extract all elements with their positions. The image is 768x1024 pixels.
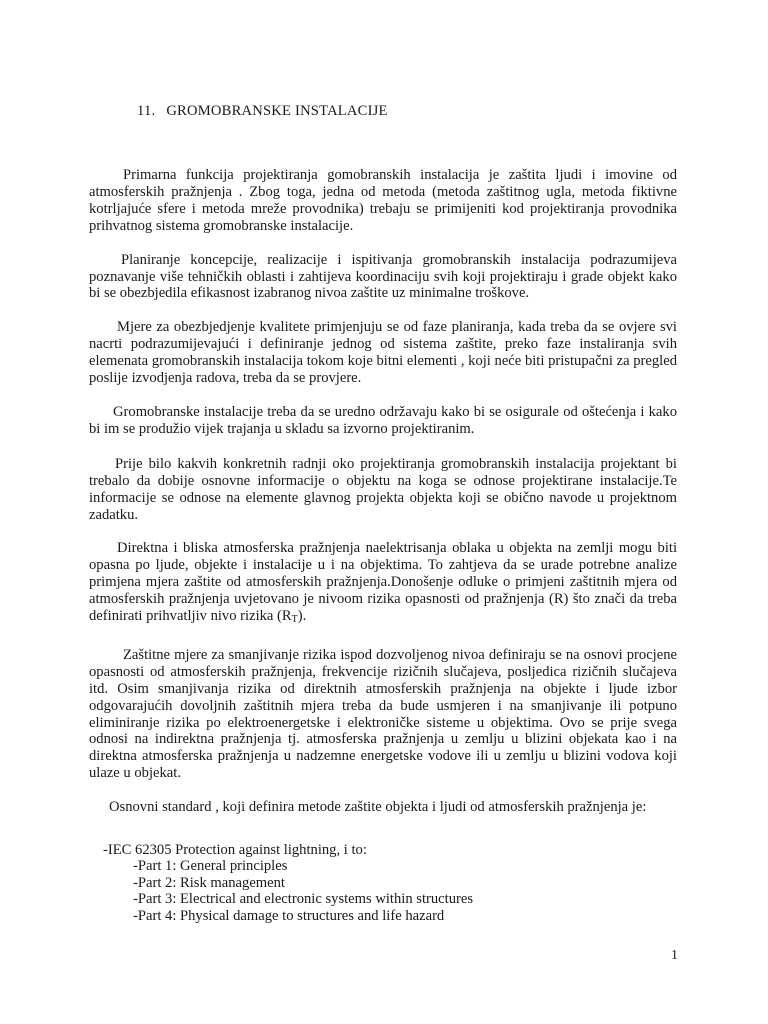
paragraph: Prije bilo kakvih konkretnih radnji oko projektiranja gromobranskih instalacija projektant bi trebalo da dobije osnovne informacije o objektu na koga se odnose projektirane instalacije.Te informacije se odnose na elemente glavnog projekta objekta koji se obično navode u projektnom zadatku. xyxy=(89,455,677,523)
standards-list xyxy=(103,842,473,924)
page-number: 1 xyxy=(671,948,678,963)
paragraph xyxy=(89,540,677,629)
list-item: -Part 3: Electrical and electronic systems within structures xyxy=(133,891,474,908)
section-heading xyxy=(137,103,388,120)
paragraph: Gromobranske instalacije treba da se uredno održavaju kako bi se osigurale od oštećenja i kako bi im se produžio vijek trajanja u skladu sa izvorno projektiranim. xyxy=(89,403,677,437)
paragraph: Zaštitne mjere za smanjivanje rizika ispod dozvoljenog nivoa definiraju se na osnovi procjene opasnosti od atmosferskih pražnjenja, frekvencije rizičnih slučajeva, posljedica rizičnih slučajeva itd. Osim smanjivanja rizika od direktnih atmosferskih pražnjenja na objekte i ljude izbor odgovarajućih dovoljnih zaštitnih mjera treba da bude usmjeren i na smanjivanje ili potpuno eliminiranje rizika po elektroenergetske i elektroničke sisteme u objektima. Ovo se prije svega odnosi na indirektna pražnjenja tj. atmosferska pražnjenja u zemlju u blizini objekata kao i na direktna atmosferska pražnjenja u nadzemne energetske vodove ili u zemlju u blizini vodova koji ulaze u objekat. xyxy=(89,646,677,782)
list-item: -Part 2: Risk management xyxy=(133,874,285,891)
list-item: -Part 4: Physical damage to structures and life hazard xyxy=(133,907,445,924)
section-title: GROMOBRANSKE INSTALACIJE xyxy=(166,103,388,119)
body-text xyxy=(89,167,677,833)
list-item: -Part 1: General principles xyxy=(133,858,288,875)
section-number: 11. xyxy=(137,103,156,119)
paragraph: Primarna funkcija projektiranja gomobranskih instalacija je zaštita ljudi i imovine od atmosferskih pražnjenja . Zbog toga, jedna od metoda (metoda zaštitnog ugla, metoda fiktivne kotrljajuće sfere i metoda mreže provodnika) trebaju se primijeniti kod projektiranja provodnika prihvatnog sistema gromobranske instalacije. xyxy=(89,167,677,234)
paragraph: Planiranje koncepcije, realizacije i ispitivanja gromobranskih instalacija podrazumijeva poznavanje više tehničkih oblasti i zahtijeva koordinaciju svih koji projektiraju i grade objekt kako bi se obezbjedila efikasnost izabranog nivoa zaštite uz minimalne troškove. xyxy=(89,251,677,302)
paragraph-text-end: ). xyxy=(297,608,307,625)
paragraph: Mjere za obezbjedjenje kvalitete primjenjuju se od faze planiranja, kada treba da se ovjere svi nacrti podrazumijevajući i definiranje jednog od sistema zaštite, preko faze instaliranja svih elemenata gromobranskih instalacija tokom koje bitni elementi , koji neće biti pristupačni za pregled poslije izvodjenja radova, treba da se provjere. xyxy=(89,319,677,387)
paragraph: Osnovni standard , koji definira metode zaštite objekta i ljudi od atmosferskih pražnjenja je: xyxy=(109,799,647,816)
list-item: -IEC 62305 Protection against lightning, i to: xyxy=(103,842,367,858)
paragraph-text: Direktna i bliska atmosferska pražnjenja naelektrisanja oblaka u objekta na zemlji mogu biti opasna po ljude, objekte i instalacije u i na objektima. To zahtjeva da se urade potrebne analize primjena mjera zaštite od atmosferskih pražnjenja.Donošenje odluke o primjeni zaštitnih mjera od atmosferskih pražnjenja uvjetovano je nivoom rizika opasnosti od pražnjenja (R) što znači da treba definirati prihvatljiv nivo rizika (R xyxy=(89,540,677,625)
subscript: T xyxy=(291,614,298,626)
